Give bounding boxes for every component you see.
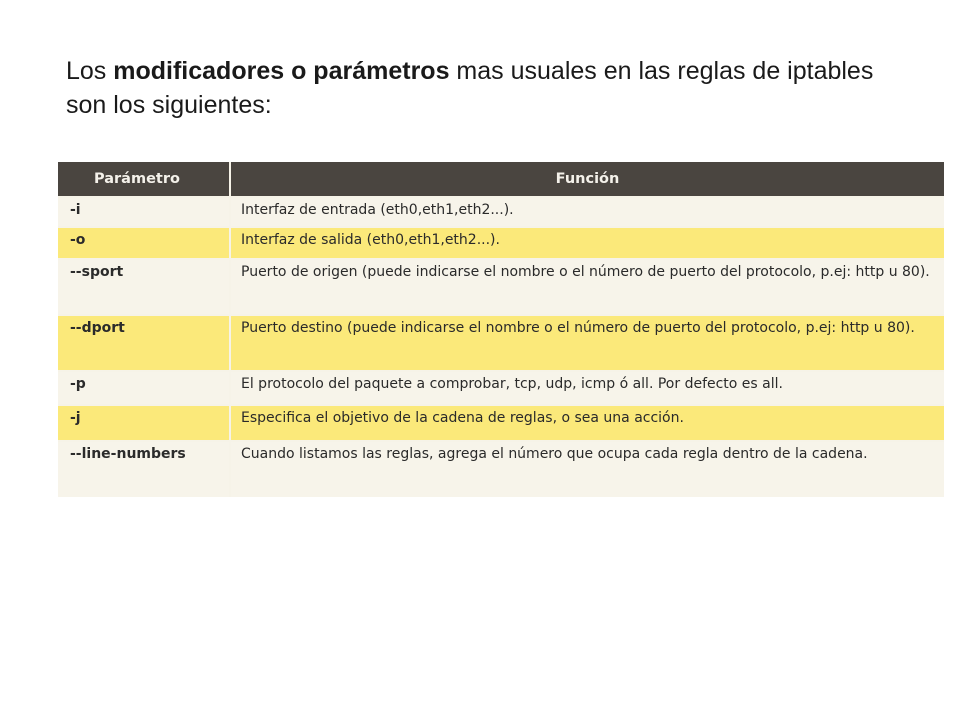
table-row — [58, 441, 944, 497]
function-cell: Especifica el objetivo de la cadena de reglas, o sea una acción. — [230, 405, 944, 441]
param-cell: --dport — [58, 315, 230, 371]
table-header-row — [58, 162, 944, 197]
table-row — [58, 371, 944, 405]
function-cell: Interfaz de salida (eth0,eth1,eth2...). — [230, 227, 944, 259]
function-cell: Puerto de origen (puede indicarse el nombre o el número de puerto del protocolo, p.ej: http u 80). — [230, 259, 944, 315]
table-row — [58, 227, 944, 259]
param-cell: --sport — [58, 259, 230, 315]
table-row — [58, 405, 944, 441]
table-row — [58, 259, 944, 315]
table-row — [58, 197, 944, 227]
column-header-funcion: Función — [230, 162, 944, 197]
param-cell: -j — [58, 405, 230, 441]
param-cell: --line-numbers — [58, 441, 230, 497]
heading-text-pre: Los — [66, 57, 114, 85]
parameters-table — [58, 162, 944, 497]
function-cell: El protocolo del paquete a comprobar, tcp, udp, icmp ó all. Por defecto es all. — [230, 371, 944, 405]
param-cell: -i — [58, 197, 230, 227]
param-cell: -p — [58, 371, 230, 405]
function-cell: Puerto destino (puede indicarse el nombre o el número de puerto del protocolo, p.ej: http u 80). — [230, 315, 944, 371]
column-header-parametro: Parámetro — [58, 162, 230, 197]
heading-text-bold: modificadores o parámetros — [113, 57, 450, 85]
function-cell: Interfaz de entrada (eth0,eth1,eth2...). — [230, 197, 944, 227]
heading-text-post: mas usuales en las reglas de iptables son los siguientes: — [66, 57, 874, 119]
param-cell: -o — [58, 227, 230, 259]
parameters-table-image — [58, 162, 944, 496]
table-row — [58, 315, 944, 371]
page-heading — [66, 54, 906, 122]
function-cell: Cuando listamos las reglas, agrega el número que ocupa cada regla dentro de la cadena. — [230, 441, 944, 497]
